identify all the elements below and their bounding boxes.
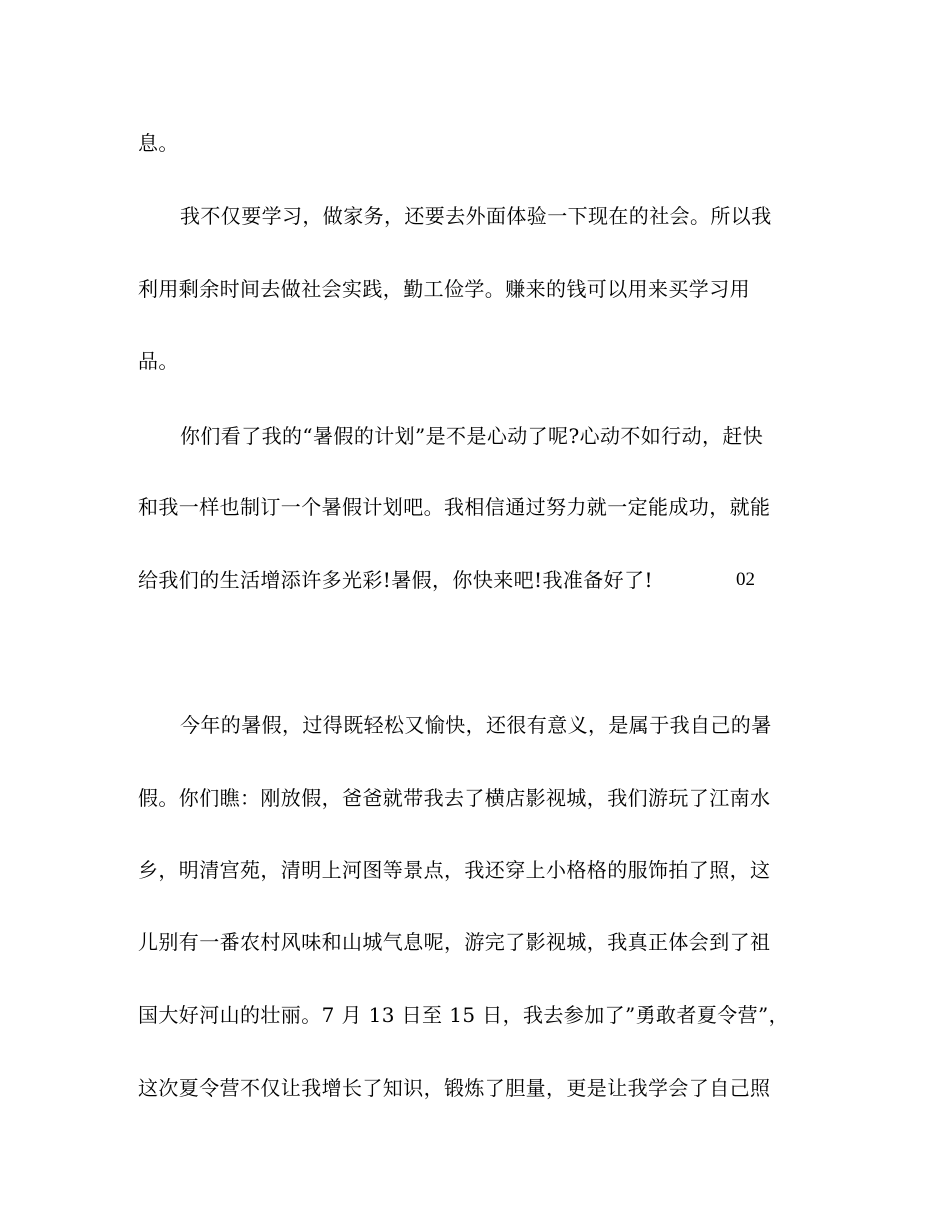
text-line: 你们看了我的“暑假的计划”是不是心动了呢?心动不如行动，赶快 — [180, 424, 764, 448]
text-line: 和我一样也制订一个暑假计划吧。我相信通过努力就一定能成功，就能 — [138, 495, 771, 519]
text-line: 这次夏令营不仅让我增长了知识，锻炼了胆量，更是让我学会了自己照 — [138, 1076, 771, 1100]
text-line: 国大好河山的壮丽。7 月 13 日至 15 日，我去参加了”勇敢者夏令营”， — [138, 1003, 790, 1027]
section-number: 02 — [736, 569, 755, 590]
text-line: 利用剩余时间去做社会实践，勤工俭学。赚来的钱可以用来买学习用 — [138, 277, 750, 301]
text-line: 儿别有一番农村风味和山城气息呢，游完了影视城，我真正体会到了祖 — [138, 930, 771, 954]
text-line: 我不仅要学习，做家务，还要去外面体验一下现在的社会。所以我 — [180, 204, 772, 228]
text-line: 品。 — [138, 349, 179, 373]
text-line: 今年的暑假，过得既轻松又愉快，还很有意义，是属于我自己的暑 — [180, 713, 772, 737]
text-line: 乡，明清宫苑，清明上河图等景点，我还穿上小格格的服饰拍了照，这 — [138, 858, 771, 882]
text-line: 给我们的生活增添许多光彩!暑假，你快来吧!我准备好了! — [138, 568, 653, 592]
text-line: 息。 — [138, 131, 179, 155]
text-line: 假。你们瞧：刚放假，爸爸就带我去了横店影视城，我们游玩了江南水 — [138, 786, 771, 810]
